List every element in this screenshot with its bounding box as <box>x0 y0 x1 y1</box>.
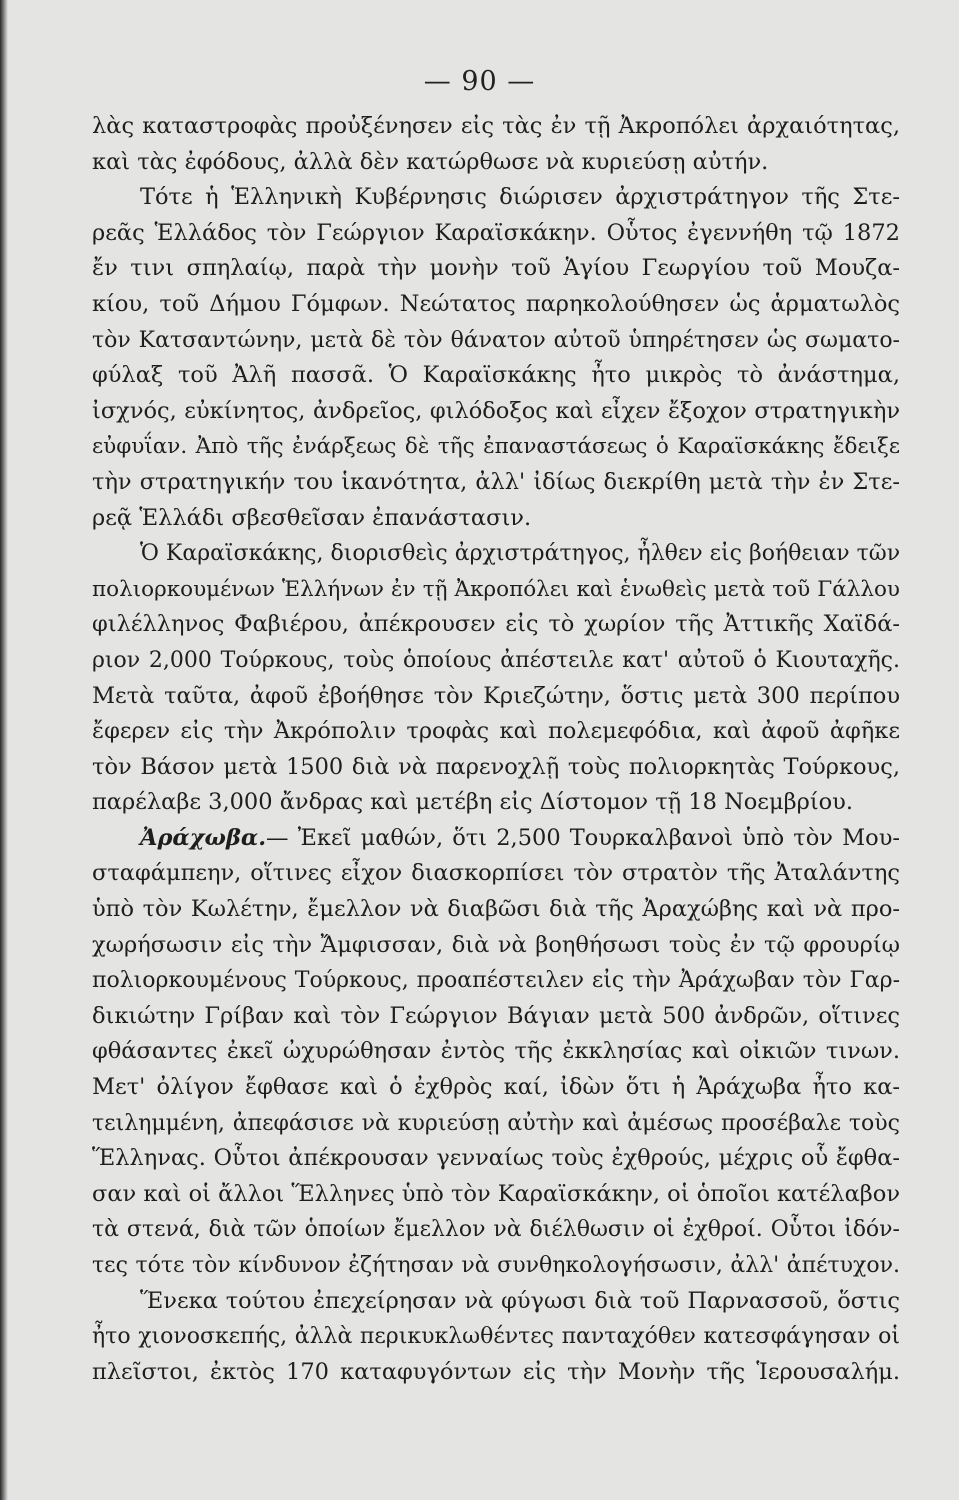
line-text: τειλημμένη, ἀπεφάσισε νὰ κυριεύσῃ αὐτὴν καὶ ἀμέσως προσέβαλε τοὺς <box>92 1110 900 1136</box>
text-line <box>92 145 900 181</box>
text-line <box>92 358 900 394</box>
line-text: Μετὰ ταῦτα, ἀφοῦ ἐβοήθησε τὸν Κριεζώτην, ὅστις μετὰ 300 περίπου <box>92 682 900 709</box>
line-text: σταφάμπεην, οἵτινες εἶχον διασκορπίσει τὸν στρατὸν τῆς Ἀταλάντης <box>92 860 900 887</box>
line-text: λὰς καταστροφὰς προὐξένησεν εἰς τὰς ἐν τῇ Ἀκροπόλει ἀρχαιότητας, <box>92 113 900 139</box>
line-text: πολιορκουμένους Τούρκους, προαπέστειλεν εἰς τὴν Ἀράχωβαν τὸν Γαρ- <box>92 968 900 994</box>
line-text: Μετ' ὀλίγον ἔφθασε καὶ ὁ ἐχθρὸς καί, ἰδὼν ὅτι ἡ Ἀράχωβα ἦτο κα- <box>92 1074 900 1101</box>
text-line <box>92 109 900 145</box>
page-number: — 90 — <box>423 66 536 97</box>
line-text: τὰ στενά, διὰ τῶν ὁποίων ἔμελλον νὰ διέλθωσιν οἱ ἐχθροί. Οὗτοι ἰδόν- <box>92 1217 900 1243</box>
text-line <box>92 323 900 359</box>
text-line <box>92 1248 900 1284</box>
text-line <box>92 1070 900 1106</box>
text-line <box>92 1284 900 1320</box>
text-line <box>92 429 900 465</box>
body-text <box>92 109 900 1390</box>
line-text: Τότε ἡ Ἑλληνικὴ Κυβέρνησις διώρισεν ἀρχιστράτηγον τῆς Στε- <box>140 184 900 211</box>
line-text: φιλέλληνος Φαβιέρου, ἀπέκρουσεν εἰς τὸ χωρίον τῆς Ἀττικῆς Χαϊδά- <box>92 611 900 638</box>
text-line <box>92 1106 900 1142</box>
line-text: ἦτο χιονοσκεπής, ἀλλὰ περικυκλωθέντες πανταχόθεν κατεσφάγησαν οἱ <box>92 1324 900 1350</box>
line-text: — Ἐκεῖ μαθών, ὅτι 2,500 Τουρκαλβανοὶ ὑπὸ τὸν Μου- <box>266 824 900 851</box>
text-line <box>92 394 900 430</box>
line-text: Ὁ Καραϊσκάκης, διορισθεὶς ἀρχιστράτηγος, ἦλθεν εἰς βοήθειαν τῶν <box>140 541 900 567</box>
line-text: πολιορκουμένων Ἑλλήνων ἐν τῇ Ἀκροπόλει καὶ ἑνωθεὶς μετὰ τοῦ Γάλλου <box>92 576 900 602</box>
text-line <box>92 999 900 1035</box>
line-text: ἔν τινι σπηλαίῳ, παρὰ τὴν μονὴν τοῦ Ἁγίου Γεωργίου τοῦ Μουζα- <box>92 255 900 282</box>
text-line <box>92 821 900 857</box>
line-text: ρεᾶς Ἑλλάδος τὸν Γεώργιον Καραϊσκάκην. Οὗτος ἐγεννήθη τῷ 1872 <box>92 219 900 246</box>
text-line <box>92 1141 900 1177</box>
text-line <box>92 785 900 821</box>
line-text: ρεᾷ Ἑλλάδι σβεσθεῖσαν ἐπανάστασιν. <box>92 504 532 531</box>
line-text: δικιώτην Γρίβαν καὶ τὸν Γεώργιον Βάγιαν μετὰ 500 ἀνδρῶν, οἵτινες <box>92 1002 900 1029</box>
line-text: σαν καὶ οἱ ἄλλοι Ἕλληνες ὑπὸ τὸν Καραϊσκάκην, οἱ ὁποῖοι κατέλαβον <box>92 1180 900 1207</box>
line-text: τὸν Κατσαντώνην, μετὰ δὲ τὸν θάνατον αὐτοῦ ὑπηρέτησεν ὡς σωματο- <box>92 327 900 353</box>
text-line <box>92 251 900 287</box>
line-text: καὶ τὰς ἐφόδους, ἀλλὰ δὲν κατώρθωσε νὰ κυριεύσῃ αὐτήν. <box>92 148 769 175</box>
text-line <box>92 892 900 928</box>
line-text: πλεῖστοι, ἐκτὸς 170 καταφυγόντων εἰς τὴν Μονὴν τῆς Ἱερουσαλήμ. <box>92 1358 900 1385</box>
text-line <box>92 607 900 643</box>
text-line <box>92 1212 900 1248</box>
line-text: Ἕλληνας. Οὗτοι ἀπέκρουσαν γενναίως τοὺς ἐχθρούς, μέχρις οὗ ἔφθα- <box>92 1145 900 1172</box>
line-text: τες τότε τὸν κίνδυνον ἐζήτησαν νὰ συνθηκολογήσωσιν, ἀλλ' ἀπέτυχον. <box>92 1253 900 1278</box>
text-line <box>92 216 900 252</box>
line-text: Ἕνεκα τούτου ἐπεχείρησαν νὰ φύγωσι διὰ τοῦ Παρνασσοῦ, ὅστις <box>140 1287 900 1314</box>
text-line <box>92 1034 900 1070</box>
text-line <box>92 1319 900 1355</box>
text-line <box>92 465 900 501</box>
text-line <box>92 180 900 216</box>
text-line <box>92 287 900 323</box>
text-line <box>92 714 900 750</box>
line-text: τὴν στρατηγικήν του ἱκανότητα, ἀλλ' ἰδίως διεκρίθη μετὰ τὴν ἐν Στε- <box>92 468 900 495</box>
line-text: φύλαξ τοῦ Ἀλῆ πασσᾶ. Ὁ Καραϊσκάκης ἦτο μικρὸς τὸ ἀνάστημα, <box>92 362 900 389</box>
text-line <box>92 928 900 964</box>
line-text: ἰσχνός, εὐκίνητος, ἀνδρεῖος, φιλόδοξος καὶ εἶχεν ἔξοχον στρατηγικὴν <box>92 397 900 424</box>
text-line <box>92 1177 900 1213</box>
text-line <box>92 1355 900 1391</box>
line-text: τὸν Βάσον μετὰ 1500 διὰ νὰ παρενοχλῇ τοὺς πολιορκητὰς Τούρκους, <box>92 753 900 780</box>
section-heading: Ἀράχωβα. <box>140 824 267 851</box>
text-line <box>92 679 900 715</box>
text-line <box>92 856 900 892</box>
text-line <box>92 572 900 608</box>
text-line <box>92 536 900 572</box>
line-text: κίου, τοῦ Δήμου Γόμφων. Νεώτατος παρηκολούθησεν ὡς ἁρματωλὸς <box>92 290 900 317</box>
line-text: ἔφερεν εἰς τὴν Ἀκρόπολιν τροφὰς καὶ πολεμεφόδια, καὶ ἀφοῦ ἀφῆκε <box>92 718 900 745</box>
line-text: φθάσαντες ἐκεῖ ὠχυρώθησαν ἐντὸς τῆς ἐκκλησίας καὶ οἰκιῶν τινων. <box>92 1038 900 1065</box>
text-line <box>92 501 900 537</box>
line-text: ριον 2,000 Τούρκους, τοὺς ὁποίους ἀπέστειλε κατ' αὐτοῦ ὁ Κιουταχῆς. <box>92 647 900 673</box>
line-text: εὐφυΐαν. Ἀπὸ τῆς ἐνάρξεως δὲ τῆς ἐπαναστάσεως ὁ Καραϊσκάκης ἔδειξε <box>92 434 900 460</box>
line-text: χωρήσωσιν εἰς τὴν Ἄμφισσαν, διὰ νὰ βοηθήσωσι τοὺς ἐν τῷ φρουρίῳ <box>92 931 900 958</box>
line-text: παρέλαβε 3,000 ἄνδρας καὶ μετέβη εἰς Δίστομον τῇ 18 Νοεμβρίου. <box>92 789 854 816</box>
line-text: ὑπὸ τὸν Κωλέτην, ἔμελλον νὰ διαβῶσι διὰ τῆς Ἀραχώβης καὶ νὰ προ- <box>92 896 900 923</box>
text-line <box>92 750 900 786</box>
text-line <box>92 963 900 999</box>
text-line <box>92 643 900 679</box>
page-binding-edge <box>0 0 8 1500</box>
